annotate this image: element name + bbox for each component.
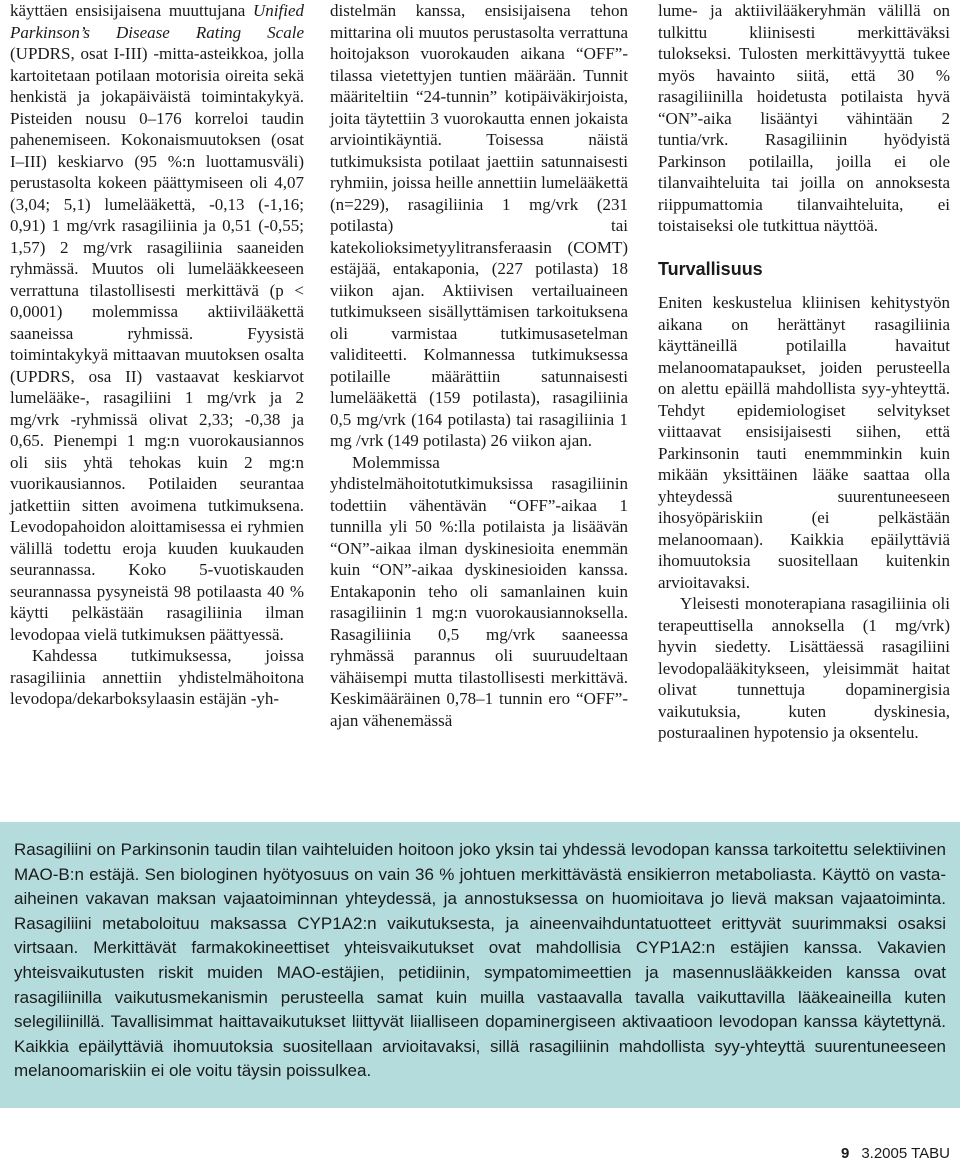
summary-box [0,822,960,1108]
col3-paragraph-2: Eniten keskustelua kliinisen kehitystyön aikana on herättänyt rasagiliinia käyttäneillä potilailla havaitut melanoomatapaukset, joiden perusteella on alettu epäillä mahdollista syy-yhteyttä. Tehdyt epidemiologiset selvitykset viittaavat ensisijaisesti siihen, että Parkinsonin tauti enemmminkin kuin mikään yksittäinen lääke saattaa olla yhteydessä suurentuneeseen ihosyöpäriskiin (ei pelkästään melanoomaan). Kaikkia epäilyttäviä ihomuutoksia suositellaan kuitenkin arvioitavaksi. [658,293,950,592]
col2-paragraph-1: distelmän kanssa, ensisijaisena tehon mittarina oli muutos perustasolta verrattuna hoitojakson vuorokauden aikana “OFF”-tilassa vietettyjen tuntien määrään. Tunnit määriteltiin “24-tunnin” kotipäiväkirjoista, joita täytettiin 3 vuorokautta ennen jokaista arviointikäyntiä. Toisessa näistä tutkimuksista potilaat jaettiin satunnaisesti ryhmiin, joissa heille annettiin lumelääkettä (n=229), rasagiliinia 1 mg/vrk (231 potilasta) tai katekolioksimetyylitransferaasin (COMT) estäjää, entakaponia, (227 potilasta) 18 viikon ajan. Aktiivisen vertailuaineen tutkimukseen sisällyttämisen tarkoituksena oli varmistaa tutkimusasetelman validiteetti. Kolmannessa tutkimuksessa potilaille määrättiin satunnaisesti lumelääkettä (159 potilasta), rasagiliinia 0,5 mg/vrk (164 potilasta) tai rasagiliinia 1 mg /vrk (149 potilasta) 26 viikon ajan. [330,1,628,450]
summary-text: Rasagiliini on Parkinsonin taudin tilan vaihteluiden hoitoon joko yksin tai yhdessä levodopan kanssa tarkoitettu selektiivinen MAO-B:n estäjä. Sen biologinen hyötyosuus on vain 36 % johtuen merkittävästä ensikierron metaboliasta. Käyttö on vasta-aiheinen vakavan maksan vajaatoiminnan yhteydessä, ja annostuksessa on huomioitava jo lievä maksan vajaatoiminta. Rasagiliini metaboloituu maksassa CYP1A2:n vaikutuksesta, ja aineenvaihduntatuotteet erittyvät suurimmaksi osaksi virtsaan. Merkittävät farmakokineettiset yhteisvaikutukset ovat mahdollisia CYP1A2:n estäjien kanssa. Vakavien yhteisvaikutusten riskit muiden MAO-estäjien, petidiinin, sympatomimeettien ja masennuslääkkeiden kanssa ovat rasagiliinilla vaikutusmekanismin perusteella samat kuin muilla vastaavalla tavalla vaikuttavilla lääkeaineilla kuten selegiliinillä. Tavallisimmat haittavaikutukset liittyvät liialliseen dopaminergiseen aktivaatioon levodopan kanssa käytettynä. Kaikkia epäilyttäviä ihomuutoksia suositellaan arvioitavaksi, sillä rasagiliinin mahdollista syy-yhteyttä suurentuneeseen melanoomariskiin ei ole voitu täysin poissulkea. [14,840,946,1081]
text-column-3 [658,0,950,744]
col1-p1-start: käyttäen ensisijaisena muuttujana [10,1,253,20]
col3-paragraph-3: Yleisesti monoterapiana rasagiliinia oli terapeuttisella annoksella (1 mg/vrk) hyvin siedetty. Lisättäessä rasagiliini levodopalääkitykseen, yleisimmät haitat olivat tunnettuja dopaminergisia vaikutuksia, kuten dyskinesia, posturaalinen hypotensio ja oksentelu. [658,594,950,742]
page-number: 9 [840,1145,850,1162]
col2-paragraph-2: Molemmissa yhdistelmähoitotutkimuksissa rasagiliinin todettiin vähentävän “OFF”-aikaa 1 tunnilla yli 50 %:lla potilaista ja lisäävän “ON”-aikaa ilman dyskinesioita enemmän kuin “ON”-aikaa dyskinesioiden kanssa. Entakaponin teho oli samanlainen kuin rasagiliinin 1 mg:n vuorokausiannoksella. Rasagiliinia 0,5 mg/vrk saaneessa ryhmässä parannus oli suuruudeltaan vähäisempi mutta tilastollisesti merkittävä. Keskimääräinen 0,78–1 tunnin ero “OFF”-ajan vähenemässä [330,452,628,730]
updrs-scale-name: Unified Parkinson’s Disease Rating Scale [10,1,304,42]
page-footer [841,1145,950,1162]
issue-label: 3.2005 TABU [861,1145,950,1162]
col1-p1-rest: (UPDRS, osat I-III) -mitta-asteikkoa, jolla kartoitetaan potilaan motorisia oireita sekä henkistä ja jokapäiväistä toimintakykyä. Pisteiden nousu 0–176 korreloi taudin pahenemiseen. Kokonaismuutoksen (osat I–III) keskiarvo (95 %:n luottamusväli) perustasolta kokeen päättymiseen oli 4,07 (3,04; 5,1) lumelääkettä, -0,13 (-1,16; 0,91) 1 mg/vrk rasagiliinia ja 0,51 (-0,55; 1,57) 2 mg/vrk rasagiliinia saaneiden ryhmässä. Muutos oli lumelääkkeeseen verrattuna tilastollisesti merkittävä (p < 0,0001) molemmissa aktiivilääkettä saaneissa ryhmissä. Fyysistä toimintakykyä mittaavan muutoksen osalta (UPDRS, osa II) vastaavat keskiarvot lumelääke-, rasagiliini 1 mg/vrk ja 2 mg/vrk -ryhmissä olivat 2,33; -0,38 ja 0,65. Pienempi 1 mg:n vuorokausiannos oli siis yhtä tehokas kuin 2 mg:n vuorikausiannos. Potilaiden seurantaa jatkettiin sitten avoimena tutkimuksena. Levodopahoidon aloittamisessa ei ryhmien välillä todettu eroja kuuden kuukauden seurannassa. Koko 5-vuotiskauden seurannassa pysyneistä 98 potilaasta 40 % käytti pelkästään rasagiliinia ilman levodopaa vielä tutkimuksen päättyessä. [10,44,304,644]
text-column-2 [330,0,628,731]
col1-paragraph-2: Kahdessa tutkimuksessa, joissa rasagiliinia annettiin yhdistelmähoitona levodopa/dekarboksylaasin estäjän -yh- [10,646,304,708]
text-column-1 [10,0,304,710]
col3-paragraph-1: lume- ja aktiivilääkeryhmän välillä on tulkittu kliinisesti merkittäväksi tulokseksi. Tulosten merkittävyyttä tukee myös havainto siitä, että 30 % rasagiliinilla hoidetusta potilaista hyvä “ON”-aika lisääntyi vähintään 2 tuntia/vrk. Rasagiliinin hyödyistä Parkinson potilailla, joilla ei ole tilanvaihteluita tai joilla on annoksesta riippumattomia tilanvaihteluita, ei toistaiseksi ole tutkittua näyttöä. [658,1,950,235]
col1-paragraph-1 [10,0,304,645]
section-heading-safety: Turvallisuus [658,258,763,279]
